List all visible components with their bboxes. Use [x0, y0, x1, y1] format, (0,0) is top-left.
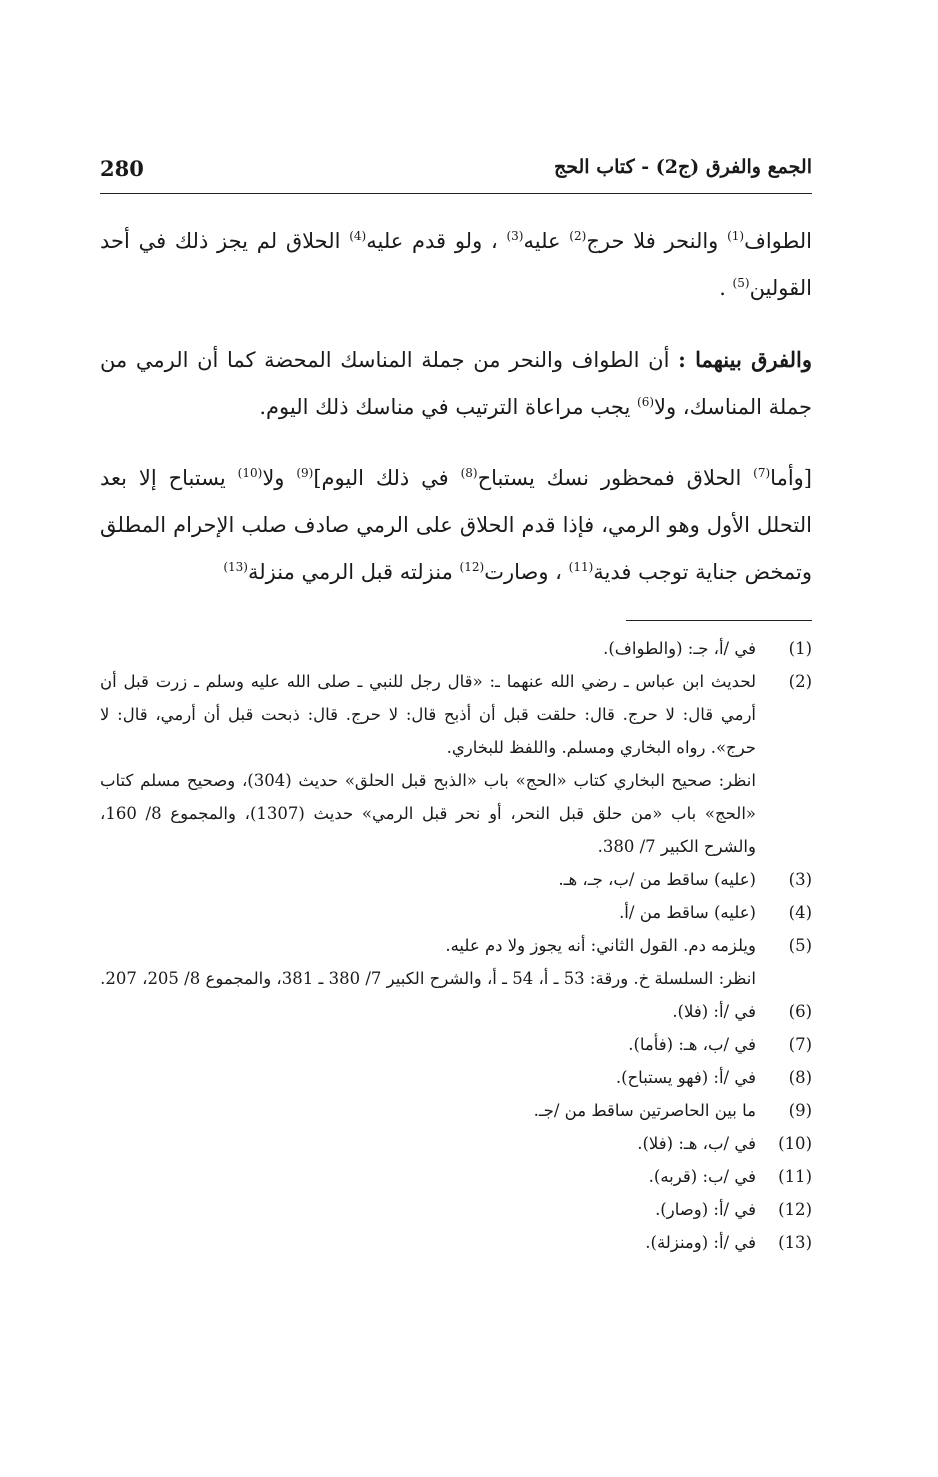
footnote-line: ما بين الحاصرتين ساقط من /جـ.: [533, 1101, 756, 1120]
footnote-line: انظر: السلسلة خ. ورقة: 53 ـ أ، 54 ـ أ، والشرح الكبير 7/ 380 ـ 381، والمجموع 8/ 205، 207.: [100, 969, 756, 988]
footnote-line: في /أ: (ومنزلة).: [645, 1233, 756, 1252]
footnote-number: (3): [788, 870, 812, 889]
footnote-text: [100, 1094, 756, 1127]
footnotes: [100, 632, 812, 1259]
footnote-number: (5): [788, 936, 812, 955]
footnote-line: (عليه) ساقط من /ب، جـ، هـ.: [558, 870, 756, 889]
running-title: الجمع والفرق (ج2) - كتاب الحج: [553, 156, 812, 178]
footnote: [100, 929, 812, 995]
text-run: عليه: [523, 229, 570, 253]
footnote: [100, 896, 812, 929]
footnote-text: [100, 665, 756, 863]
text-run: الطواف: [744, 229, 812, 253]
footnote-marker: (11): [568, 560, 594, 574]
difference-heading: والفرق بينهما :: [678, 347, 812, 372]
footnote-text: [100, 1160, 756, 1193]
header-rule: [100, 193, 812, 194]
paragraph-3: [100, 455, 812, 596]
footnote-line: في /أ: (وصار).: [655, 1200, 756, 1219]
footnote-number: (7): [788, 1035, 812, 1054]
footnote-number: (9): [788, 1101, 812, 1120]
footnote-text: [100, 929, 756, 995]
text-run: .: [719, 276, 733, 300]
footnote-number: (6): [788, 1002, 812, 1021]
footnote-marker: (2): [569, 229, 587, 243]
text-run: ، وصارت: [484, 560, 569, 584]
footnote-text: [100, 1127, 756, 1160]
footnote: [100, 632, 812, 665]
footnote: [100, 1226, 812, 1259]
footnote-text: [100, 632, 756, 665]
paragraph-2: [100, 336, 812, 431]
footnote-marker: (6): [637, 395, 655, 409]
text-run: منزلته قبل الرمي منزلة: [247, 560, 460, 584]
footnote: [100, 1193, 812, 1226]
footnote-line: في /أ: (فلا).: [672, 1002, 756, 1021]
footnote-text: [100, 995, 756, 1028]
footnote: [100, 863, 812, 896]
footnote-line: في /أ، جـ: (والطواف).: [603, 639, 756, 658]
footnote-marker: (7): [753, 466, 771, 480]
text-run: الحلاق فمحظور نسك يستباح: [477, 466, 754, 490]
footnote-marker: (10): [237, 466, 263, 480]
footnote-marker: (3): [506, 229, 524, 243]
footnote-separator: [626, 620, 812, 621]
footnote-marker: (1): [727, 229, 745, 243]
footnote-text: [100, 896, 756, 929]
text-run: ولا: [262, 466, 297, 490]
page-number: 280: [100, 156, 144, 181]
footnote: [100, 665, 812, 863]
text-run: ، ولو قدم عليه: [366, 229, 507, 253]
text-run: والنحر فلا حرج: [586, 229, 728, 253]
footnote-number: (10): [778, 1134, 812, 1153]
footnote-text: [100, 1028, 756, 1061]
footnote-line: في /ب، هـ: (فأما).: [628, 1035, 756, 1054]
footnote-number: (4): [788, 903, 812, 922]
footnote-text: [100, 1061, 756, 1094]
footnote-marker: (4): [349, 229, 367, 243]
footnote-number: (13): [778, 1233, 812, 1252]
footnote-number: (2): [788, 672, 812, 691]
footnote-number: (12): [778, 1200, 812, 1219]
footnote-marker: (12): [459, 560, 485, 574]
footnote-line: في /أ: (فهو يستباح).: [615, 1068, 756, 1087]
footnote-marker: (8): [460, 466, 478, 480]
footnote: [100, 1061, 812, 1094]
footnote-line: لحديث ابن عباس ـ رضي الله عنهما ـ: «قال رجل للنبي ـ صلى الله عليه وسلم ـ زرت قبل أن أرمي قال: لا حرج. قال: حلقت قبل أن أذبح قال: لا حرج. قال: ذبحت قبل أن أرمي، قال: لا حرج». رواه البخاري ومسلم. واللفظ للبخاري.: [100, 672, 756, 757]
footnote-number: (8): [788, 1068, 812, 1087]
text-run: يستباح إلا بعد التحلل الأول وهو الرمي، فإذا قدم الحلاق على الرمي صادف صلب الإحرام المطلق وتمخض جناية توجب فدية: [100, 466, 812, 584]
footnote-text: [100, 863, 756, 896]
footnote: [100, 1028, 812, 1061]
footnote-line: (عليه) ساقط من /أ.: [619, 903, 756, 922]
footnote-marker: (9): [296, 466, 314, 480]
main-text: [100, 218, 812, 620]
footnote-number: (1): [788, 639, 812, 658]
footnote-text: [100, 1226, 756, 1259]
text-run: أن الطواف والنحر من جملة المناسك المحضة كما أن الرمي من جملة المناسك، ولا: [100, 348, 812, 419]
footnote-marker: (5): [732, 276, 750, 290]
footnote-line: في /ب، هـ: (فلا).: [637, 1134, 756, 1153]
paragraph-1: [100, 218, 812, 312]
footnote-line: في /ب: (قربه).: [648, 1167, 756, 1186]
footnote: [100, 1094, 812, 1127]
text-run: في ذلك اليوم]: [313, 466, 461, 490]
footnote: [100, 995, 812, 1028]
footnote: [100, 1127, 812, 1160]
text-run: [وأما: [770, 466, 812, 490]
footnote-line: ويلزمه دم. القول الثاني: أنه يجوز ولا دم عليه.: [445, 936, 756, 955]
text-run: الحلاق لم يجز ذلك في أحد القولين: [100, 229, 812, 300]
footnote-marker: (13): [223, 560, 248, 574]
footnote-line: انظر: صحيح البخاري كتاب «الحج» باب «الذبح قبل الحلق» حديث (304)، وصحيح مسلم كتاب «الحج» باب «من حلق قبل النحر، أو نحر قبل الرمي» حديث (1307)، والمجموع 8/ 160، والشرح الكبير 7/ 380.: [100, 771, 756, 856]
footnote-text: [100, 1193, 756, 1226]
text-run: يجب مراعاة الترتيب في مناسك ذلك اليوم.: [259, 395, 637, 419]
footnote-number: (11): [778, 1167, 812, 1186]
footnote: [100, 1160, 812, 1193]
page-header: [100, 150, 812, 194]
